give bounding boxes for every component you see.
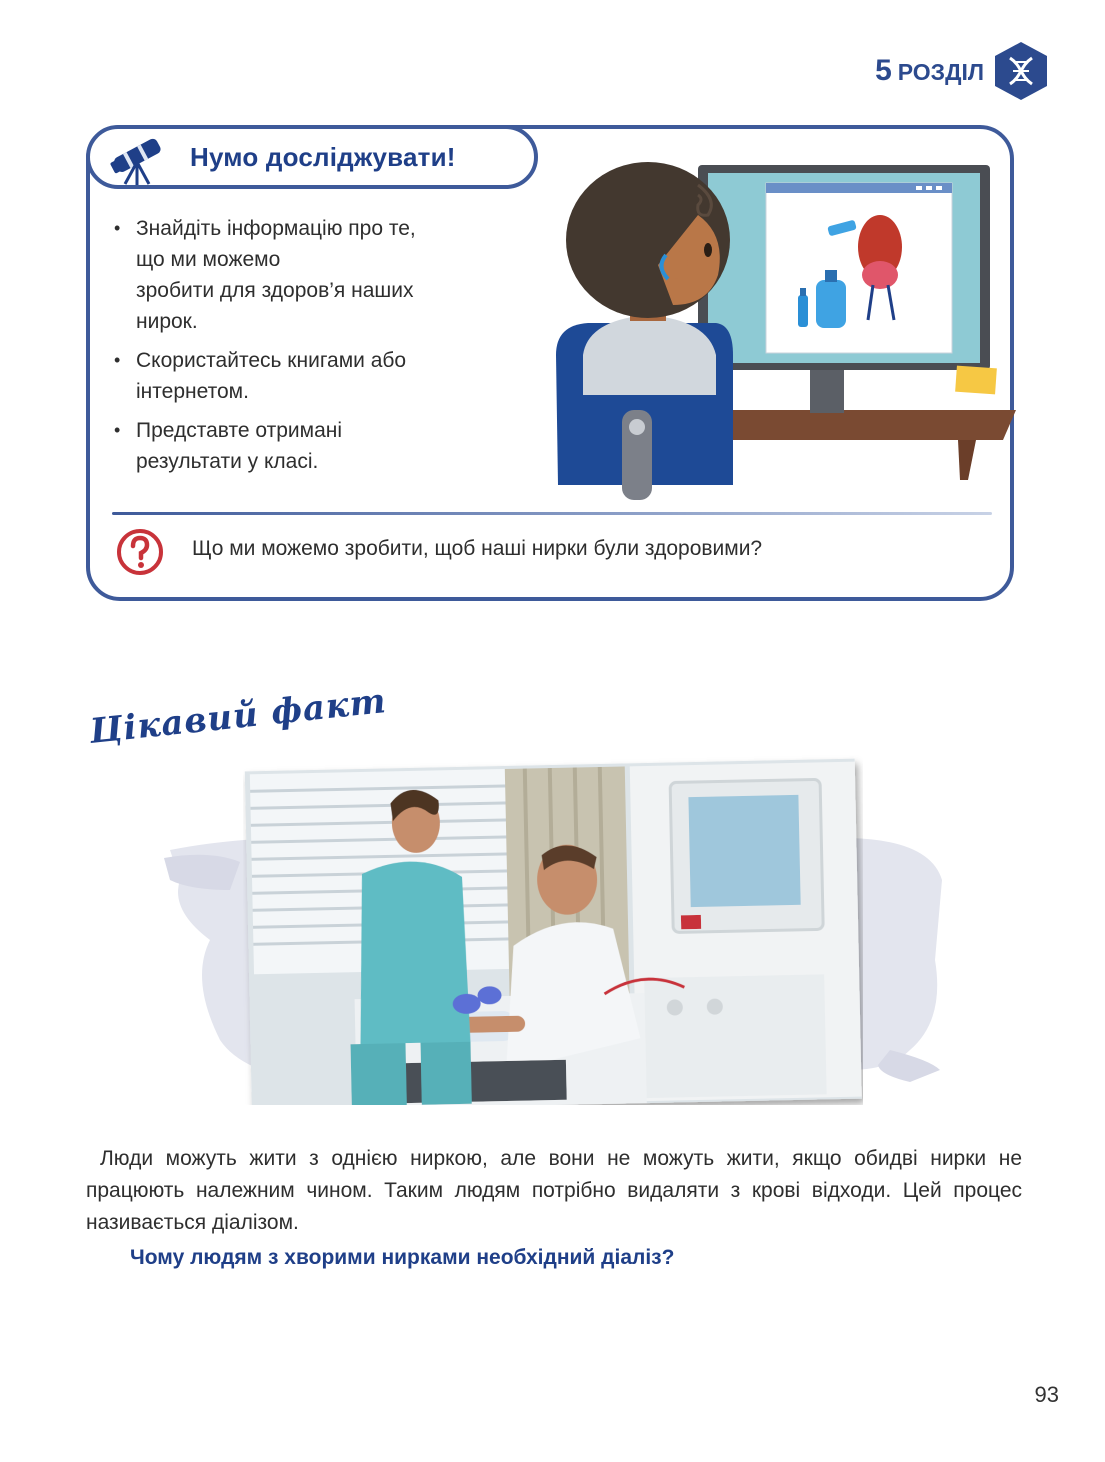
page-number: 93: [1034, 1382, 1059, 1407]
explore-title: Нумо досліджувати!: [190, 141, 456, 172]
bullet-line: що ми можемо: [136, 248, 281, 271]
bullet-line: Скористайтесь книгами або: [136, 349, 407, 372]
explore-bullet-list: [112, 213, 492, 485]
telescope-icon: [105, 128, 175, 188]
chapter-header: [875, 40, 1050, 102]
bullet-item: [112, 213, 492, 337]
chapter-word: РОЗДІЛ: [897, 59, 984, 85]
bullet-item: [112, 415, 492, 477]
bullet-item: [112, 345, 492, 407]
bullet-line: Представте отримані: [136, 419, 343, 442]
boy-at-computer-illustration: [548, 155, 1016, 500]
dialysis-photo: [243, 740, 863, 1105]
fact-paragraph-text: Люди можуть жити з однією ниркою, але вони не можуть жити, якщо обидві нирки не працюють належним чином. Таким людям потрібно видаляти з крові відходи. Цей процес називається діалізом.: [86, 1147, 1022, 1234]
chapter-label: [875, 54, 984, 88]
dna-icon: [992, 40, 1050, 102]
bullet-line: Знайдіть інформацію про те,: [136, 217, 416, 240]
fact-title: Цікавий факт: [87, 681, 389, 752]
chapter-number: 5: [875, 54, 892, 87]
bullet-line: інтернетом.: [136, 380, 249, 403]
question-mark-icon: [116, 528, 164, 576]
bullet-line: нирок.: [136, 310, 198, 333]
bullet-line: результати у класі.: [136, 450, 319, 473]
bullet-line: зробити для здоров’я наших: [136, 279, 414, 302]
explore-question: Що ми можемо зробити, щоб наші нирки були здоровими?: [192, 537, 763, 560]
explore-divider: [112, 512, 992, 515]
fact-question: Чому людям з хворими нирками необхідний діаліз?: [130, 1246, 675, 1269]
fact-paragraph: [86, 1143, 1022, 1239]
